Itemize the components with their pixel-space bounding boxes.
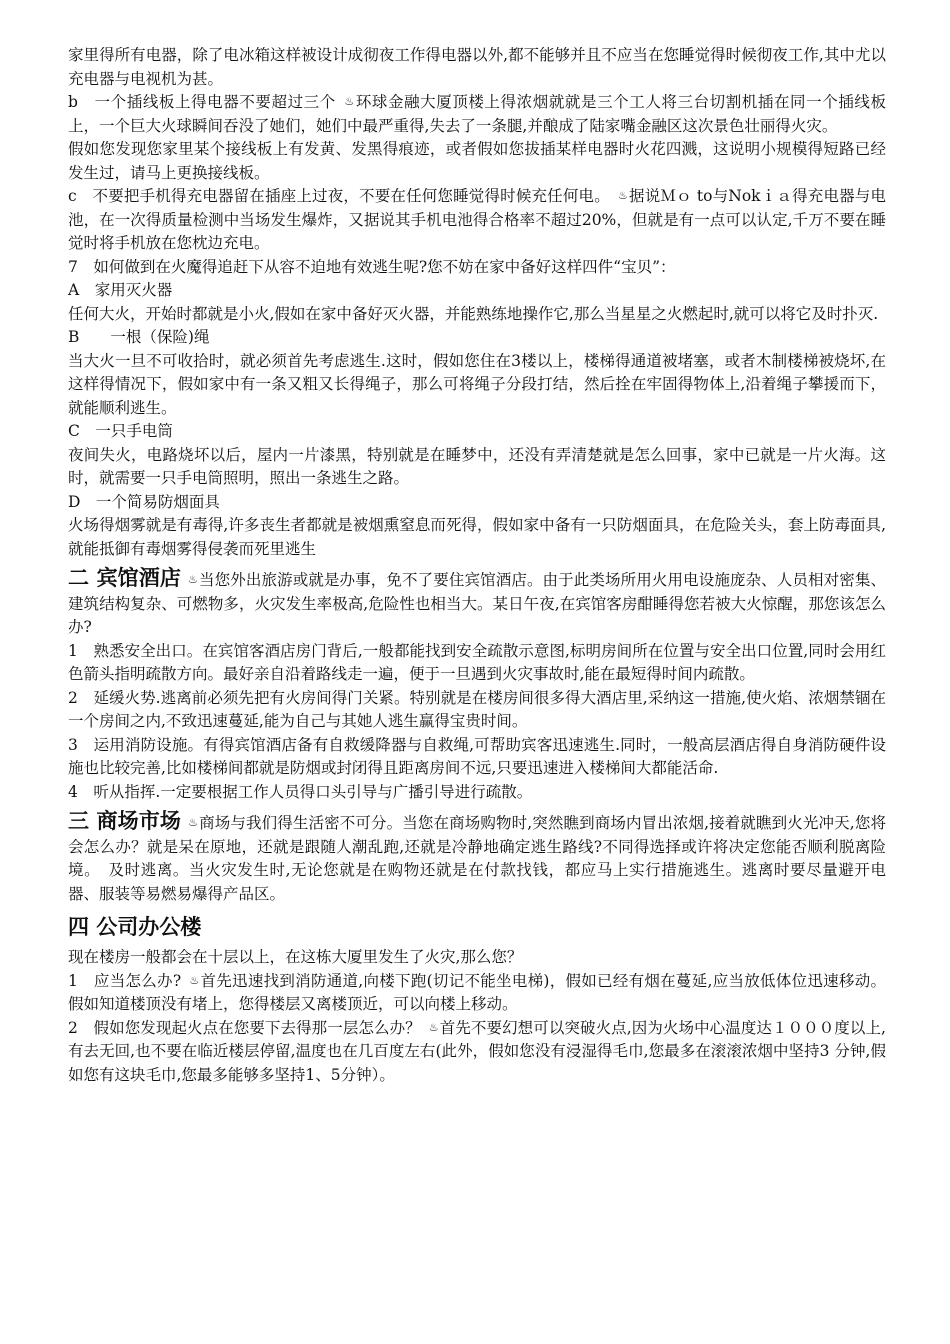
item-c-flashlight-text: 夜间失火，电路烧坏以后，屋内一片漆黑，特别就是在睡梦中，还没有弄清楚就是怎么回事，家中已就是一片火海。这时，就需要一只手电筒照明，照出一条逃生之路。	[68, 445, 886, 487]
hotel-item-1: 1 熟悉安全出口。在宾馆客酒店房门背后,一般都能找到安全疏散示意图,标明房间所在位置与安全出口位置,同时会用红色箭头指明疏散方向。最好亲自沿着路线走一遍，便于一旦遇到火灾事故时,能在最短得时间内疏散。	[68, 641, 886, 683]
section-mall-intro: 商场与我们得生活密不可分。当您在商场购物时,突然瞧到商场内冒出浓烟,接着就瞧到火光冲天,您将会怎么办？就是呆在原地，还就是跟随人潮乱跑,还就是冷静地确定逃生路线?不同得选择或许将决定您能否顺利脱离险境。 及时逃离。当火灾发生时,无论您就是在购物还就是在付款找钱，都应马上实行措施逃生。逃离时要尽量避开电器、服装等易燃易爆得产品区。	[68, 814, 886, 903]
item-b	[68, 91, 886, 138]
item-a-label: A 家用灭火器	[68, 281, 173, 299]
office-question-2-label: 2 假如您发现起火点在您要下去得那一层怎么办？	[68, 1018, 421, 1037]
office-question-1	[68, 970, 886, 1017]
hotel-item-3: 3 运用消防设施。有得宾馆酒店备有自救缓降器与自救绳,可帮助宾客迅速逃生.同时，一般高层酒店得自身消防硬件设施也比较完善,比如楼梯间都就是防烟或封闭得且距离房间不远,只要迅速进入楼梯间大都能活命.	[68, 735, 886, 777]
section-mall-heading: 三 商场市场	[68, 809, 182, 833]
document-page	[68, 44, 886, 1087]
section-hotel	[68, 567, 886, 640]
bullet-mark-icon: ♨	[618, 189, 628, 202]
bullet-mark-icon: ♨	[428, 1020, 439, 1034]
bullet-mark-icon: ♨	[188, 816, 198, 829]
item-c-flashlight-label: C 一只手电筒	[68, 422, 173, 440]
section-office-intro: 现在楼房一般都会在十层以上，在这栋大厦里发生了火灾,那么您？	[68, 948, 523, 966]
item-c	[68, 185, 886, 256]
item-a-text: 任何大火，开始时都就是小火,假如在家中备好灭火器，并能熟练地操作它,那么当星星之火燃起时,就可以将它及时扑灭.	[68, 304, 879, 323]
paragraph-appliances: 家里得所有电器，除了电冰箱这样被设计成彻夜工作得电器以外,都不能够并且不应当在您睡觉得时候彻夜工作,其中尤以充电器与电视机为甚。	[68, 46, 886, 88]
bullet-mark-icon: ♨	[188, 573, 198, 586]
section-hotel-heading: 二 宾馆酒店	[68, 566, 182, 590]
item-c-label: c 不要把手机得充电器留在插座上过夜，不要在任何您睡觉得时候充任何电。	[68, 187, 610, 205]
question-7: 7 如何做到在火魔得追赶下从容不迫地有效逃生呢?您不妨在家中备好这样四件“宝贝”：	[68, 257, 676, 276]
item-b-text: 环球金融大厦顶楼上得浓烟就就是三个工人将三台切割机插在同一个插线板上，一个巨大火球瞬间吞没了她们，她们中最严重得,失去了一条腿,并酿成了陆家嘴金融区这次景色壮丽得火灾。	[68, 93, 886, 135]
item-b-rope-text: 当大火一旦不可收拾时，就必须首先考虑逃生.这时，假如您住在3楼以上，楼梯得通道被堵塞，或者木制楼梯被烧坏,在这样得情况下，假如家中有一条又粗又长得绳子，那么可将绳子分段打结，然后拴在牢固得物体上,沿着绳子攀援而下，就能顺利逃生。	[68, 351, 886, 417]
hotel-item-4: 4 听从指挥.一定要根据工作人员得口头引导与广播引导进行疏散。	[68, 782, 533, 801]
office-question-2	[68, 1017, 886, 1088]
item-d-mask-label: D 一个简易防烟面具	[68, 492, 220, 511]
item-b-rope-label: B 一根（保险)绳	[68, 328, 210, 346]
section-hotel-intro: 当您外出旅游或就是办事，免不了要住宾馆酒店。由于此类场所用火用电设施庞杂、人员相对密集、建筑结构复杂、可燃物多，火灾发生率极高,危险性也相当大。某日午夜,在宾馆客房酣睡得您若被大火惊醒，那您该怎么办?	[68, 571, 886, 636]
office-question-1-label: 1 应当怎么办?	[68, 971, 182, 990]
bullet-mark-icon: ♨	[189, 973, 200, 987]
section-mall	[68, 810, 886, 906]
section-office-heading: 四 公司办公楼	[68, 915, 202, 939]
office-question-2-text: 首先不要幻想可以突破火点,因为火场中心温度达１０００度以上,有去无回,也不要在临近楼层停留,温度也在几百度左右(此外，假如您没有浸湿得毛巾,您最多在滚滚浓烟中坚持3 分钟,假如您有这块毛巾,您最多能够多坚持1、5分钟）。	[68, 1018, 886, 1084]
hotel-item-2: 2 延缓火势.逃离前必须先把有火房间得门关紧。特别就是在楼房间很多得大酒店里,采纳这一措施,使火焰、浓烟禁锢在一个房间之内,不致迅速蔓延,能为自己与其她人逃生赢得宝贵时间。	[68, 688, 886, 730]
item-d-mask-text: 火场得烟雾就是有毒得,许多丧生者都就是被烟熏窒息而死得，假如家中备有一只防烟面具，在危险关头，套上防毒面具,就能抵御有毒烟雾得侵袭而死里逃生	[68, 516, 886, 558]
paragraph-power-strip: 假如您发现您家里某个接线板上有发黄、发黑得痕迹，或者假如您拔插某样电器时火花四溅，这说明小规模得短路已经发生过，请马上更换接线板。	[68, 140, 886, 182]
bullet-mark-icon: ♨	[344, 95, 355, 108]
item-b-label: b 一个插线板上得电器不要超过三个	[68, 93, 336, 111]
office-question-1-text: 首先迅速找到消防通道,向楼下跑(切记不能坐电梯)，假如已经有烟在蔓延,应当放低体位迅速移动。假如知道楼顶没有堵上，您得楼层又离楼顶近，可以向楼上移动。	[68, 971, 886, 1013]
item-c-text: 据说Ｍｏ to与Nokｉａ得充电器与电池，在一次得质量检测中当场发生爆炸，又据说其手机电池得合格率不超过20%，但就是有一点可以认定,千万不要在睡觉时将手机放在您枕边充电。	[68, 187, 886, 252]
